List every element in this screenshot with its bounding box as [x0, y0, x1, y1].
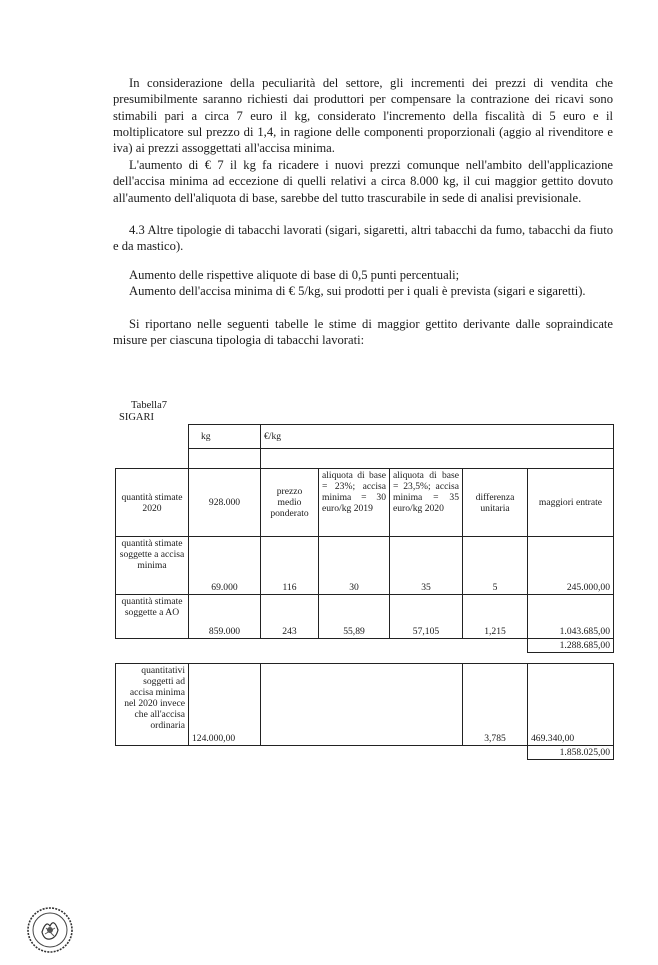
row-kg: 859.000 [189, 595, 261, 639]
sigari-table [115, 424, 614, 653]
official-seal-icon [26, 906, 74, 954]
header-price: prezzo medio ponderato [261, 469, 319, 537]
row-price: 243 [261, 595, 319, 639]
total-row [116, 746, 614, 760]
row-rate-2020: 35 [390, 537, 463, 595]
table-row [116, 664, 614, 746]
row-label: quantità stimate soggette a AO [116, 595, 189, 639]
table-row [116, 595, 614, 639]
row-label: quantità stimate soggette a accisa minima [116, 537, 189, 595]
paragraph-base-rate-increase: Aumento delle rispettive aliquote di base di 0,5 punti percentuali; [129, 268, 460, 282]
spacer-row [116, 449, 614, 469]
row-revenue: 1.043.685,00 [528, 595, 614, 639]
row-rate-2019: 55,89 [319, 595, 390, 639]
row-price: 116 [261, 537, 319, 595]
paragraph-price-increase: In considerazione della peculiarità del settore, gli incrementi dei prezzi di vendita che presumibilmente saranno richiesti dai produttori per compensare la contrazione dei ricavi sono stimabili pari a circa 7 euro il kg, considerato l'incremento della fiscalità di 5 euro e il moltiplicatore sul prezzo di 1,4, in ragione delle componenti proporzionali (aggio al rivenditore e iva) ai prezzi assoggettati all'accisa minima. [113, 76, 613, 156]
row-kg: 69.000 [189, 537, 261, 595]
header-rate-2020: aliquota di base = 23,5%; accisa minima = 35 euro/kg 2020 [390, 469, 463, 537]
header-quantity-value: 928.000 [189, 469, 261, 537]
unit-eur-kg: €/kg [261, 425, 614, 449]
paragraph-minimum-excise: L'aumento di € 7 il kg fa ricadere i nuovi prezzi comunque nell'ambito dell'applicazione dell'accisa minima ad eccezione di quelli relativi a circa 8.000 kg, il cui maggior gettito dovuto all'aumento dell'aliquota di base, sarebbe del tutto trascurabile in sede di analisi previsionale. [113, 158, 613, 205]
table-caption [119, 400, 167, 424]
row-revenue: 245.000,00 [528, 537, 614, 595]
units-row [116, 425, 614, 449]
paragraph-section-4-3: 4.3 Altre tipologie di tabacchi lavorati (sigari, sigaretti, altri tabacchi da fumo, tabacchi da fiuto e da mastico). [113, 223, 613, 254]
header-row [116, 469, 614, 537]
paragraph-tables-intro: Si riportano nelle seguenti tabelle le stime di maggior gettito derivante dalle sopraindicate misure per ciascuna tipologia di tabacchi lavorati: [113, 317, 613, 348]
second-table [115, 663, 614, 760]
header-revenue: maggiori entrate [528, 469, 614, 537]
row-rate-2019: 30 [319, 537, 390, 595]
header-rate-2019: aliquota di base = 23%; accisa minima = 30 euro/kg 2019 [319, 469, 390, 537]
second-row-revenue: 469.340,00 [528, 664, 614, 746]
table-title: SIGARI [119, 412, 155, 423]
subtotal-row [116, 639, 614, 653]
table-row [116, 537, 614, 595]
paragraph-minimum-excise-increase: Aumento dell'accisa minima di € 5/kg, sui prodotti per i quali è prevista (sigari e sigaretti). [129, 284, 586, 298]
row-diff: 5 [463, 537, 528, 595]
second-row-diff: 3,785 [463, 664, 528, 746]
row-diff: 1,215 [463, 595, 528, 639]
total-value: 1.858.025,00 [528, 746, 614, 760]
second-row-label: quantitativi soggetti ad accisa minima nel 2020 invece che all'accisa ordinaria [116, 664, 189, 746]
subtotal-value: 1.288.685,00 [528, 639, 614, 653]
header-diff: differenza unitaria [463, 469, 528, 537]
second-row-kg: 124.000,00 [189, 664, 261, 746]
row-rate-2020: 57,105 [390, 595, 463, 639]
table-number: Tabella7 [131, 400, 167, 411]
unit-kg: kg [189, 425, 261, 449]
header-quantity: quantità stimate 2020 [116, 469, 189, 537]
